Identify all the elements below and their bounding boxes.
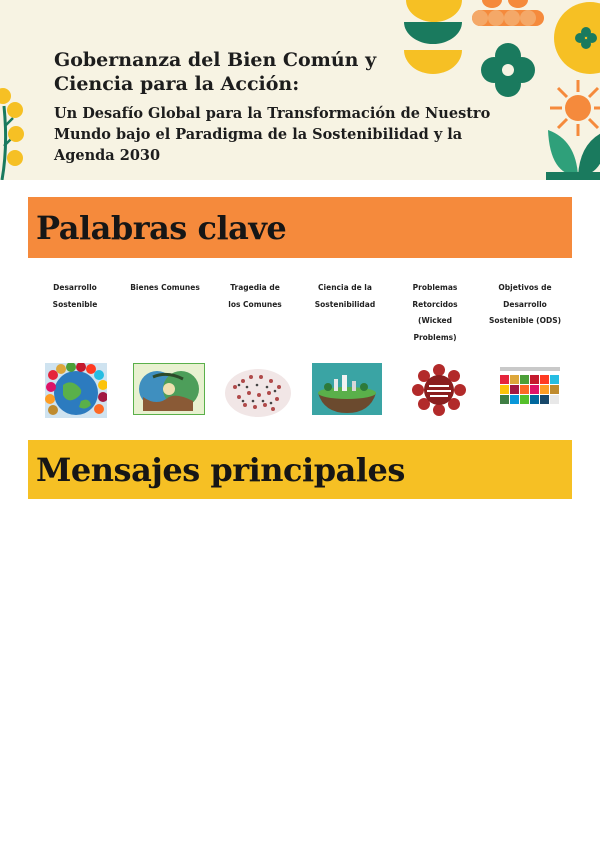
messages-section-header: [28, 440, 572, 499]
keywords-heading: Palabras clave: [36, 208, 287, 247]
keyword-item: [210, 280, 300, 352]
keyword-label: Objetivos de Desarrollo Sostenible (ODS): [488, 283, 562, 325]
title-line-1: Gobernanza del Bien Común y: [54, 49, 377, 71]
keyword-item: [120, 280, 210, 352]
subtitle-line-1: Un Desafío Global para la Transformación de Nuestro: [54, 105, 491, 122]
page-header: [0, 0, 600, 180]
tragedy-of-commons-image: [223, 363, 293, 418]
commons-illustration-image: [133, 363, 205, 415]
keyword-label: Ciencia de la Sostenibilidad: [314, 283, 376, 309]
subtitle-line-3: Agenda 2030: [54, 147, 161, 164]
keyword-label: Desarrollo Sostenible: [52, 283, 98, 309]
keyword-item: [390, 280, 480, 352]
page-title: [54, 48, 384, 96]
messages-heading: Mensajes principales: [36, 450, 405, 489]
subtitle-line-2: Mundo bajo el Paradigma de la Sostenibilidad y la: [54, 126, 463, 143]
right-floral-decoration: [400, 0, 600, 180]
keyword-label: Problemas Retorcidos (Wicked Problems): [412, 283, 458, 342]
keyword-item: [480, 280, 570, 352]
left-flower-decoration: [0, 86, 30, 180]
keywords-list: [30, 280, 570, 352]
keyword-label: Bienes Comunes: [130, 283, 200, 292]
keywords-section-header: [28, 197, 572, 258]
keyword-item: [300, 280, 390, 352]
keyword-label: Tragedia de los Comunes: [228, 283, 282, 309]
sdg-grid-image: [496, 363, 564, 417]
sdg-globe-image: [45, 363, 107, 418]
wicked-problems-diagram-image: [412, 363, 466, 417]
keyword-item: [30, 280, 120, 352]
title-line-2: Ciencia para la Acción:: [54, 73, 300, 95]
earth-island-image: [312, 363, 382, 415]
